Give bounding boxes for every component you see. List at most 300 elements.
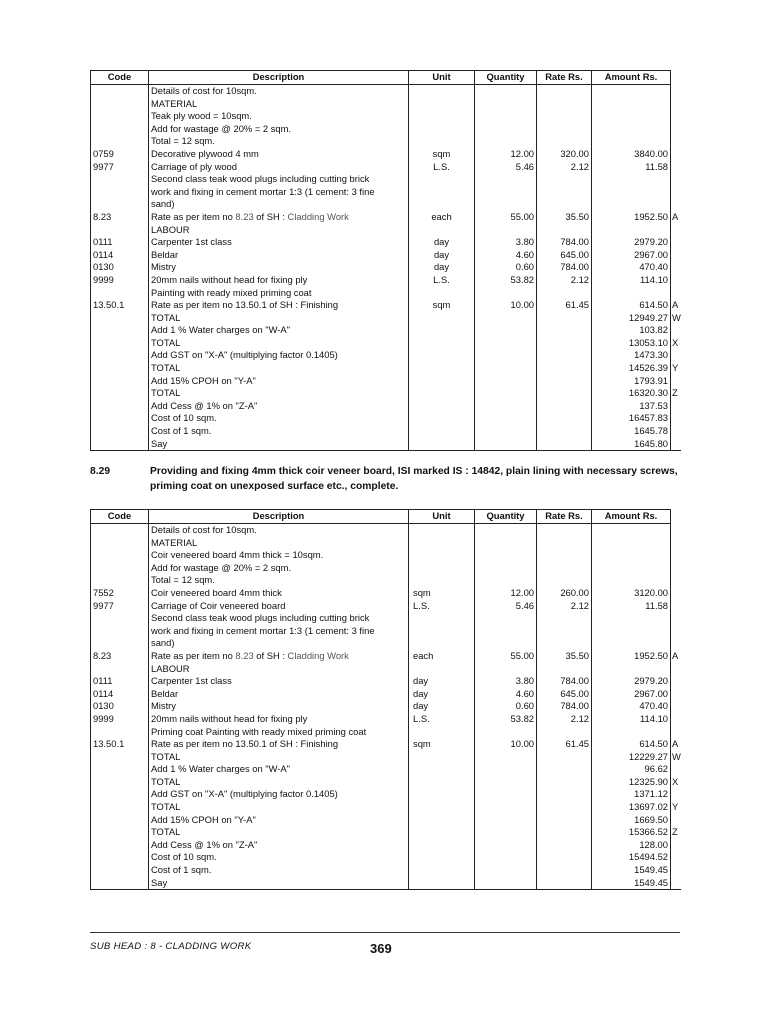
quantity-cell [475, 549, 537, 562]
total-marker-cell [671, 85, 681, 98]
item-code-cell [91, 438, 149, 451]
item-code-cell: 9977 [91, 161, 149, 174]
description-cell: TOTAL [149, 387, 409, 400]
description-cell: Coir veneered board 4mm thick = 10sqm. [149, 549, 409, 562]
total-marker-cell [671, 814, 681, 827]
item-code-cell: 0111 [91, 675, 149, 688]
unit-cell: sqm [409, 587, 475, 600]
unit-cell [409, 839, 475, 852]
table-row [91, 324, 681, 337]
quantity-cell [475, 826, 537, 839]
total-marker-cell: Y [671, 362, 681, 375]
unit-cell: day [409, 261, 475, 274]
rate-cell [537, 524, 592, 537]
table-row [91, 726, 681, 739]
table-row [91, 864, 681, 877]
table-row [91, 198, 681, 211]
quantity-cell [475, 537, 537, 550]
table-row [91, 299, 681, 312]
quantity-cell [475, 637, 537, 650]
item-code-cell [91, 135, 149, 148]
table-row [91, 438, 681, 451]
table-row [91, 763, 681, 776]
table-row [91, 663, 681, 676]
total-marker-cell: A [671, 738, 681, 751]
item-number: 8.29 [90, 466, 111, 477]
total-marker-cell [671, 98, 681, 111]
item-code-cell [91, 85, 149, 98]
amount-cell: 1549.45 [592, 864, 671, 877]
item-code-cell [91, 387, 149, 400]
quantity-cell: 5.46 [475, 161, 537, 174]
rate-cell [537, 110, 592, 123]
item-code-cell [91, 110, 149, 123]
table-row [91, 312, 681, 325]
item-code-cell [91, 198, 149, 211]
unit-cell: L.S. [409, 161, 475, 174]
quantity-cell [475, 726, 537, 739]
rate-cell [537, 814, 592, 827]
rate-cell: 784.00 [537, 236, 592, 249]
table-row [91, 110, 681, 123]
description-cell: TOTAL [149, 312, 409, 325]
amount-cell [592, 562, 671, 575]
item-code-cell [91, 763, 149, 776]
item-code-cell: 7552 [91, 587, 149, 600]
table-row [91, 375, 681, 388]
description-cell: Carpenter 1st class [149, 675, 409, 688]
description-cell: Priming coat Painting with ready mixed priming coat [149, 726, 409, 739]
rate-cell: 61.45 [537, 299, 592, 312]
description-cell: LABOUR [149, 224, 409, 237]
amount-cell: 2979.20 [592, 236, 671, 249]
unit-cell [409, 287, 475, 300]
quantity-cell [475, 412, 537, 425]
table-row [91, 675, 681, 688]
amount-cell: 103.82 [592, 324, 671, 337]
total-marker-cell: Z [671, 826, 681, 839]
total-marker-cell [671, 224, 681, 237]
table-row [91, 587, 681, 600]
unit-cell [409, 98, 475, 111]
table-row [91, 562, 681, 575]
amount-cell: 2967.00 [592, 688, 671, 701]
rate-cell [537, 776, 592, 789]
quantity-cell: 55.00 [475, 650, 537, 663]
item-code-cell [91, 412, 149, 425]
unit-cell [409, 788, 475, 801]
footer-sub-head: SUB HEAD : 8 - CLADDING WORK [90, 941, 252, 952]
rate-cell [537, 864, 592, 877]
item-code-cell: 0759 [91, 148, 149, 161]
item-code-cell [91, 826, 149, 839]
quantity-cell [475, 625, 537, 638]
quantity-cell: 10.00 [475, 738, 537, 751]
amount-cell: 128.00 [592, 839, 671, 852]
description-cell: TOTAL [149, 826, 409, 839]
description-cell: Details of cost for 10sqm. [149, 85, 409, 98]
description-cell: Carriage of ply wood [149, 161, 409, 174]
item-code-cell: 9999 [91, 274, 149, 287]
description-cell: MATERIAL [149, 537, 409, 550]
item-code-cell [91, 612, 149, 625]
total-marker-cell [671, 625, 681, 638]
unit-cell [409, 362, 475, 375]
amount-cell: 3840.00 [592, 148, 671, 161]
rate-cell [537, 637, 592, 650]
quantity-cell [475, 110, 537, 123]
item-code-cell [91, 224, 149, 237]
rate-cell [537, 98, 592, 111]
quantity-cell: 53.82 [475, 274, 537, 287]
description-cell: Coir veneered board 4mm thick [149, 587, 409, 600]
table-row [91, 751, 681, 764]
table-row [91, 688, 681, 701]
header-unit: Unit [409, 510, 475, 524]
quantity-cell: 0.60 [475, 700, 537, 713]
quantity-cell [475, 877, 537, 890]
item-reference-link: 8.23 [235, 649, 254, 661]
quantity-cell [475, 574, 537, 587]
description-text: Rate as per item no [151, 210, 236, 222]
unit-cell [409, 375, 475, 388]
amount-cell: 1952.50 [592, 650, 671, 663]
quantity-cell [475, 801, 537, 814]
quantity-cell [475, 763, 537, 776]
amount-cell [592, 135, 671, 148]
page-number: 369 [370, 941, 392, 956]
quantity-cell [475, 524, 537, 537]
item-code-cell [91, 562, 149, 575]
amount-cell: 3120.00 [592, 587, 671, 600]
unit-cell: day [409, 675, 475, 688]
description-cell: 20mm nails without head for fixing ply [149, 274, 409, 287]
rate-cell [537, 801, 592, 814]
quantity-cell: 3.80 [475, 675, 537, 688]
table-row [91, 600, 681, 613]
total-marker-cell [671, 412, 681, 425]
amount-cell [592, 574, 671, 587]
rate-cell [537, 324, 592, 337]
total-marker-cell [671, 675, 681, 688]
quantity-cell [475, 814, 537, 827]
unit-cell: each [409, 211, 475, 224]
unit-cell [409, 324, 475, 337]
quantity-cell: 10.00 [475, 299, 537, 312]
description-cell: sand) [149, 637, 409, 650]
table-row [91, 274, 681, 287]
header-quantity: Quantity [475, 71, 537, 85]
amount-cell [592, 637, 671, 650]
rate-cell [537, 788, 592, 801]
total-marker-cell [671, 574, 681, 587]
rate-cell: 784.00 [537, 675, 592, 688]
description-cell: Details of cost for 10sqm. [149, 524, 409, 537]
table-row [91, 877, 681, 890]
total-marker-cell [671, 663, 681, 676]
quantity-cell: 0.60 [475, 261, 537, 274]
amount-cell: 1952.50 [592, 211, 671, 224]
item-title: Providing and fixing 4mm thick coir veneer board, ISI marked IS : 14842, plain lining with necessary screws, priming coat on unexposed surface etc., complete. [150, 466, 678, 492]
total-marker-cell [671, 587, 681, 600]
table-1-body [91, 71, 681, 451]
description-cell: Rate as per item no 13.50.1 of SH : Finishing [149, 738, 409, 751]
footer-divider [90, 932, 680, 933]
total-marker-cell [671, 236, 681, 249]
unit-cell: day [409, 249, 475, 262]
total-marker-cell: W [672, 311, 681, 323]
amount-cell [592, 524, 671, 537]
total-marker-cell [671, 713, 681, 726]
table-header-row [91, 71, 681, 85]
item-code-cell [91, 123, 149, 136]
table-row [91, 98, 681, 111]
amount-cell: 1645.80 [592, 438, 671, 451]
total-marker-cell [671, 788, 681, 801]
total-marker-cell [671, 524, 681, 537]
description-cell [149, 211, 409, 224]
amount-cell: 1793.91 [592, 375, 671, 388]
total-marker-cell [671, 637, 681, 650]
quantity-cell: 55.00 [475, 211, 537, 224]
item-code-cell: 0130 [91, 261, 149, 274]
unit-cell [409, 826, 475, 839]
total-marker-cell [671, 324, 681, 337]
quantity-cell [475, 287, 537, 300]
description-cell: Beldar [149, 249, 409, 262]
item-reference-link: 8.23 [235, 210, 254, 222]
quantity-cell [475, 349, 537, 362]
rate-cell [537, 549, 592, 562]
header-code: Code [91, 71, 149, 85]
rate-cell [537, 877, 592, 890]
table-row [91, 537, 681, 550]
table-row [91, 839, 681, 852]
quantity-cell [475, 98, 537, 111]
item-code-cell: 0111 [91, 236, 149, 249]
table-row [91, 788, 681, 801]
description-cell: Second class teak wood plugs including cutting brick [149, 612, 409, 625]
rate-cell [537, 612, 592, 625]
amount-cell [592, 663, 671, 676]
description-cell: Say [149, 438, 409, 451]
amount-cell [592, 625, 671, 638]
amount-cell: 96.62 [592, 763, 671, 776]
item-code-cell [91, 375, 149, 388]
item-code-cell [91, 549, 149, 562]
description-cell: Rate as per item no 13.50.1 of SH : Finishing [149, 299, 409, 312]
total-marker-cell [671, 864, 681, 877]
total-marker-cell [671, 198, 681, 211]
description-text: Rate as per item no [151, 649, 236, 661]
unit-cell [409, 537, 475, 550]
table-row [91, 713, 681, 726]
description-cell: TOTAL [149, 776, 409, 789]
rate-analysis-table-2 [90, 509, 681, 890]
rate-cell [537, 851, 592, 864]
rate-cell [537, 375, 592, 388]
header-flag-spacer [671, 510, 681, 524]
item-code-cell: 9999 [91, 713, 149, 726]
header-description: Description [149, 510, 409, 524]
item-code-cell [91, 287, 149, 300]
table-header-row [91, 510, 681, 524]
unit-cell: day [409, 688, 475, 701]
amount-cell: 11.58 [592, 161, 671, 174]
table-row [91, 249, 681, 262]
description-cell: Cost of 1 sqm. [149, 425, 409, 438]
quantity-cell [475, 400, 537, 413]
amount-cell: 11.58 [592, 600, 671, 613]
quantity-cell [475, 663, 537, 676]
quantity-cell [475, 173, 537, 186]
unit-cell [409, 123, 475, 136]
table-row [91, 287, 681, 300]
item-code-cell [91, 864, 149, 877]
total-marker-cell: A [671, 650, 681, 663]
description-cell: sand) [149, 198, 409, 211]
total-marker-cell [671, 186, 681, 199]
unit-cell [409, 549, 475, 562]
amount-cell: 1371.12 [592, 788, 671, 801]
rate-cell [537, 438, 592, 451]
header-amount: Amount Rs. [592, 71, 671, 85]
rate-cell [537, 312, 592, 325]
header-amount: Amount Rs. [592, 510, 671, 524]
rate-cell: 2.12 [537, 274, 592, 287]
quantity-cell: 5.46 [475, 600, 537, 613]
quantity-cell: 12.00 [475, 148, 537, 161]
amount-cell [592, 123, 671, 136]
unit-cell [409, 751, 475, 764]
item-code-cell [91, 98, 149, 111]
description-cell: work and fixing in cement mortar 1:3 (1 cement: 3 fine [149, 625, 409, 638]
rate-cell [537, 287, 592, 300]
unit-cell: L.S. [409, 713, 475, 726]
subhead-reference-link: Cladding Work [287, 649, 349, 661]
unit-cell [409, 337, 475, 350]
description-cell: Teak ply wood = 10sqm. [149, 110, 409, 123]
item-code-cell [91, 337, 149, 350]
total-marker-cell [671, 726, 681, 739]
table-2-body [91, 510, 681, 890]
unit-cell: day [409, 700, 475, 713]
unit-cell: each [409, 650, 475, 663]
item-code-cell [91, 801, 149, 814]
item-code-cell [91, 574, 149, 587]
total-marker-cell [671, 123, 681, 136]
description-cell: Add 15% CPOH on "Y-A" [149, 814, 409, 827]
description-cell: Add for wastage @ 20% = 2 sqm. [149, 123, 409, 136]
total-marker-cell [671, 110, 681, 123]
item-code-cell: 0114 [91, 249, 149, 262]
item-code-cell [91, 663, 149, 676]
unit-cell: L.S. [409, 274, 475, 287]
description-cell: Cost of 1 sqm. [149, 864, 409, 877]
description-cell: Add GST on "X-A" (multiplying factor 0.1405) [149, 349, 409, 362]
item-code-cell [91, 349, 149, 362]
amount-cell: 2979.20 [592, 675, 671, 688]
description-cell: Add 1 % Water charges on "W-A" [149, 763, 409, 776]
item-code-cell [91, 776, 149, 789]
total-marker-cell [671, 839, 681, 852]
table-row [91, 224, 681, 237]
rate-cell [537, 425, 592, 438]
description-cell: TOTAL [149, 751, 409, 764]
amount-cell: 1473.30 [592, 349, 671, 362]
quantity-cell [475, 387, 537, 400]
amount-cell: 15366.52 [592, 826, 671, 839]
quantity-cell [475, 839, 537, 852]
description-cell: Carpenter 1st class [149, 236, 409, 249]
rate-cell [537, 625, 592, 638]
amount-cell [592, 726, 671, 739]
amount-cell: 1669.50 [592, 814, 671, 827]
total-marker-cell [671, 562, 681, 575]
description-cell: Cost of 10 sqm. [149, 412, 409, 425]
table-row [91, 400, 681, 413]
unit-cell [409, 400, 475, 413]
amount-cell: 614.50 [592, 738, 671, 751]
unit-cell [409, 763, 475, 776]
rate-cell: 645.00 [537, 688, 592, 701]
quantity-cell [475, 198, 537, 211]
total-marker-cell [671, 173, 681, 186]
amount-cell: 470.40 [592, 261, 671, 274]
table-row [91, 186, 681, 199]
amount-cell [592, 549, 671, 562]
quantity-cell [475, 123, 537, 136]
rate-cell: 2.12 [537, 600, 592, 613]
amount-cell: 12325.90 [592, 776, 671, 789]
amount-cell: 12229.27 [592, 751, 671, 764]
amount-cell: 114.10 [592, 713, 671, 726]
unit-cell [409, 625, 475, 638]
quantity-cell [475, 864, 537, 877]
header-rate: Rate Rs. [537, 71, 592, 85]
table-row [91, 387, 681, 400]
description-cell [149, 650, 409, 663]
unit-cell [409, 349, 475, 362]
unit-cell [409, 864, 475, 877]
rate-cell [537, 387, 592, 400]
total-marker-cell [671, 161, 681, 174]
unit-cell [409, 224, 475, 237]
quantity-cell [475, 324, 537, 337]
table-row [91, 337, 681, 350]
description-cell: Painting with ready mixed priming coat [149, 287, 409, 300]
total-marker-cell [671, 135, 681, 148]
description-cell: TOTAL [149, 362, 409, 375]
quantity-cell [475, 186, 537, 199]
rate-cell: 2.12 [537, 713, 592, 726]
amount-cell: 13697.02 [592, 801, 671, 814]
total-marker-cell: A [671, 299, 681, 312]
quantity-cell [475, 362, 537, 375]
rate-cell [537, 173, 592, 186]
total-marker-cell: W [672, 750, 681, 762]
rate-cell: 260.00 [537, 587, 592, 600]
description-cell: Add Cess @ 1% on "Z-A" [149, 400, 409, 413]
total-marker-cell [671, 287, 681, 300]
quantity-cell [475, 425, 537, 438]
amount-cell: 13053.10 [592, 337, 671, 350]
description-text: of SH : [253, 649, 288, 661]
quantity-cell [475, 751, 537, 764]
quantity-cell: 3.80 [475, 236, 537, 249]
unit-cell [409, 312, 475, 325]
amount-cell [592, 186, 671, 199]
